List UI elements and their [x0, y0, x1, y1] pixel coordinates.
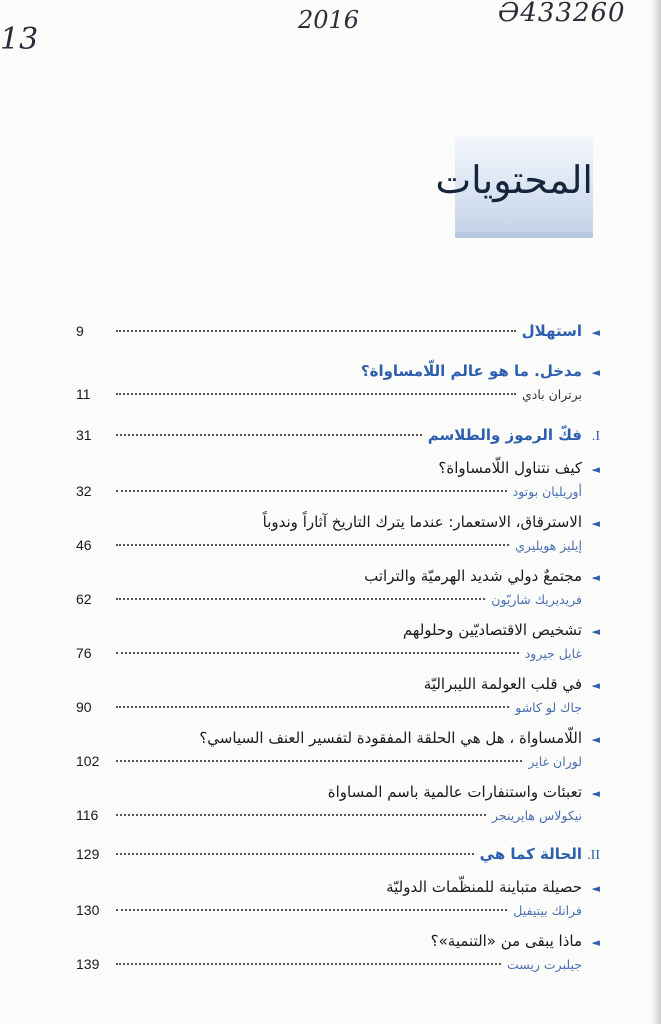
toc-entry[interactable] [76, 878, 600, 918]
dotted-leader [116, 651, 519, 654]
entry-title: في قلب العولمة الليبراليّة [423, 675, 582, 693]
bullet-arrow-icon: ◄ [591, 733, 600, 746]
toc-entry[interactable] [76, 362, 600, 402]
dotted-leader [116, 489, 507, 492]
bullet-arrow-icon: ◄ [591, 679, 600, 692]
toc-entry[interactable] [76, 621, 600, 661]
dotted-leader [116, 329, 516, 332]
page-number: 32 [76, 483, 92, 499]
entry-author: نيكولاس هايرينجر [492, 808, 582, 823]
dotted-leader [116, 908, 507, 911]
dotted-leader [116, 852, 474, 855]
entry-title: اللّامساواة ، هل هي الحلقة المفقودة لتفسير العنف السياسي؟ [199, 729, 582, 747]
toc-entry[interactable] [76, 783, 600, 823]
bullet-arrow-icon: ◄ [591, 936, 600, 949]
entry-author: جاك لو كاشو [515, 700, 582, 715]
bullet-arrow-icon: ◄ [591, 366, 600, 379]
toc-entry[interactable] [76, 845, 600, 864]
page-number: 90 [76, 699, 92, 715]
bullet-arrow-icon: ◄ [591, 882, 600, 895]
page-number: 102 [76, 753, 100, 769]
entry-title: فكّ الرموز والطلاسم [427, 426, 582, 444]
page-number: 130 [76, 902, 100, 918]
entry-title: تشخيص الاقتصاديّين وحلولهم [402, 621, 582, 639]
bullet-arrow-icon: ◄ [591, 787, 600, 800]
entry-title: الحالة كما هي [479, 845, 582, 863]
page-number: 139 [76, 956, 100, 972]
page-title: المحتويات [435, 158, 593, 202]
entry-title: كيف نتناول اللّامساواة؟ [438, 459, 582, 477]
entry-author: فريديريك شاريّون [491, 592, 582, 607]
part-numeral: II. [587, 848, 600, 863]
dotted-leader [116, 392, 516, 395]
bullet-arrow-icon: ◄ [591, 571, 600, 584]
dotted-leader [116, 759, 522, 762]
page-edge-shadow [651, 0, 661, 1024]
toc-entry[interactable] [76, 426, 600, 445]
page-number: 46 [76, 537, 92, 553]
toc-entry[interactable] [76, 567, 600, 607]
dotted-leader [116, 705, 509, 708]
dotted-leader [116, 543, 509, 546]
entry-title: تعبئات واستنفارات عالمية باسم المساواة [327, 783, 582, 801]
dotted-leader [116, 433, 422, 436]
entry-author: إيليز هويليري [515, 538, 582, 553]
toc-entry[interactable] [76, 459, 600, 499]
entry-title: استهلال [521, 322, 582, 340]
page-number: 129 [76, 846, 100, 862]
page-number: 11 [76, 386, 91, 402]
entry-author: فرانك بيتيفيل [513, 903, 582, 918]
toc-entry[interactable] [76, 513, 600, 553]
handwritten-annotation-left: 13 [0, 22, 39, 57]
handwritten-annotation-year: 2016 [298, 6, 360, 34]
title-underline-bar [455, 232, 593, 238]
entry-title: مجتمعٌ دولي شديد الهرميّة والتراتب [364, 567, 582, 585]
page-number: 9 [76, 323, 84, 339]
entry-author: برتران بادي [521, 387, 582, 402]
toc-entry[interactable] [76, 729, 600, 769]
entry-author: أوريليان بوتود [512, 484, 582, 499]
bullet-arrow-icon: ◄ [591, 463, 600, 476]
page-number: 76 [76, 645, 92, 661]
dotted-leader [116, 962, 501, 965]
bullet-arrow-icon: ◄ [591, 326, 600, 339]
entry-title: ماذا يبقى من «التنمية»؟ [430, 932, 582, 950]
dotted-leader [116, 813, 486, 816]
bullet-arrow-icon: ◄ [591, 517, 600, 530]
bullet-arrow-icon: ◄ [591, 625, 600, 638]
entry-author: لوران غاير [528, 754, 582, 769]
part-numeral: I. [591, 429, 600, 444]
toc-entry[interactable] [76, 322, 600, 340]
entry-author: جيلبرت ريست [507, 957, 582, 972]
page-number: 62 [76, 591, 92, 607]
entry-author: غايل جيرود [524, 646, 582, 661]
handwritten-annotation-code: Ə433260 [498, 0, 626, 28]
entry-title: الاسترقاق، الاستعمار: عندما يترك التاريخ آثاراً وندوباً [262, 513, 582, 531]
dotted-leader [116, 597, 485, 600]
page-number: 116 [76, 807, 99, 823]
toc-entry[interactable] [76, 932, 600, 972]
page-number: 31 [76, 427, 92, 443]
entry-title: مدخل. ما هو عالم اللّامساواة؟ [360, 362, 582, 380]
toc-entry[interactable] [76, 675, 600, 715]
contents-title-block [435, 136, 593, 238]
entry-title: حصيلة متباينة للمنظّمات الدوليّة [386, 878, 582, 896]
